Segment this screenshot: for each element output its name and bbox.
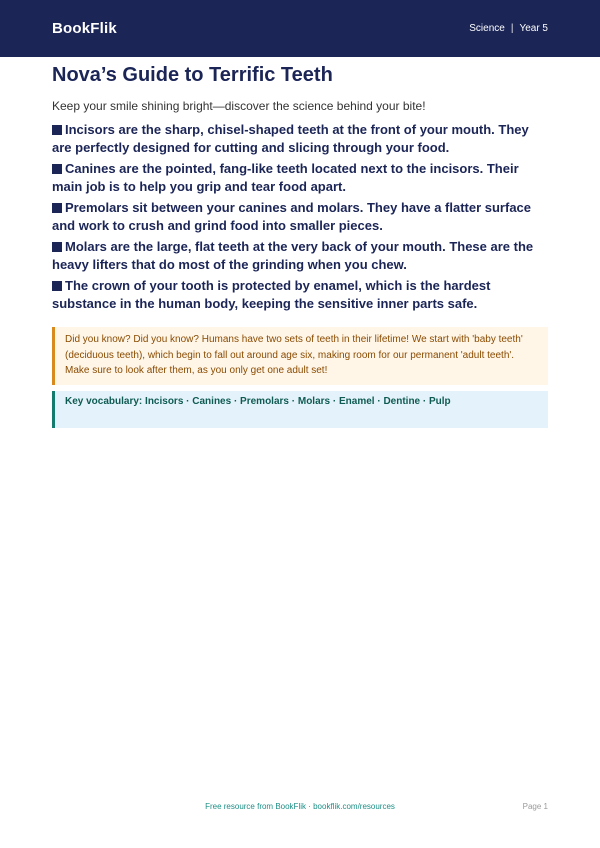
square-bullet-icon <box>52 203 62 213</box>
square-bullet-icon <box>52 281 62 291</box>
year-label: Year 5 <box>519 23 548 34</box>
square-bullet-icon <box>52 242 62 252</box>
fact-item <box>52 160 548 195</box>
fact-text: Premolars sit between your canines and molars. They have a flatter surface and work to crush and grind food into smaller pieces. <box>52 200 532 233</box>
fact-item <box>52 238 548 273</box>
fact-text: Canines are the pointed, fang-like teeth located next to the incisors. Their main job is to help you grip and tear food apart. <box>52 161 519 194</box>
page-subtitle: Keep your smile shining bright—discover the science behind your bite! <box>52 99 426 113</box>
facts-list <box>52 121 548 316</box>
page-title: Nova’s Guide to Terrific Teeth <box>52 64 333 86</box>
fact-item <box>52 277 548 312</box>
brand-logo[interactable]: BookFlik <box>52 20 117 37</box>
key-vocabulary-box: Key vocabulary: Incisors · Canines · Premolars · Molars · Enamel · Dentine · Pulp <box>52 391 548 428</box>
footer-resource-link[interactable]: Free resource from BookFlik · bookflik.com/resources <box>205 802 395 811</box>
fact-text: Incisors are the sharp, chisel-shaped teeth at the front of your mouth. They are perfectly designed for cutting and slicing through your food. <box>52 122 529 155</box>
fact-item <box>52 121 548 156</box>
square-bullet-icon <box>52 125 62 135</box>
meta-separator: | <box>510 23 514 34</box>
page-number: Page 1 <box>522 802 548 811</box>
page-header <box>0 0 600 57</box>
fact-item <box>52 199 548 234</box>
fact-text: The crown of your tooth is protected by enamel, which is the hardest substance in the human body, keeping the sensitive inner parts safe. <box>52 278 491 311</box>
did-you-know-callout: Did you know? Did you know? Humans have two sets of teeth in their lifetime! We start with 'baby teeth' (deciduous teeth), which begin to fall out around age six, making room for our permanent 'adult teeth'. Make sure to look after them, as you only get one adult set! <box>52 327 548 385</box>
subject-meta <box>469 23 548 34</box>
fact-text: Molars are the large, flat teeth at the very back of your mouth. These are the heavy lifters that do most of the grinding when you chew. <box>52 239 534 272</box>
square-bullet-icon <box>52 164 62 174</box>
subject-label: Science <box>469 23 505 34</box>
